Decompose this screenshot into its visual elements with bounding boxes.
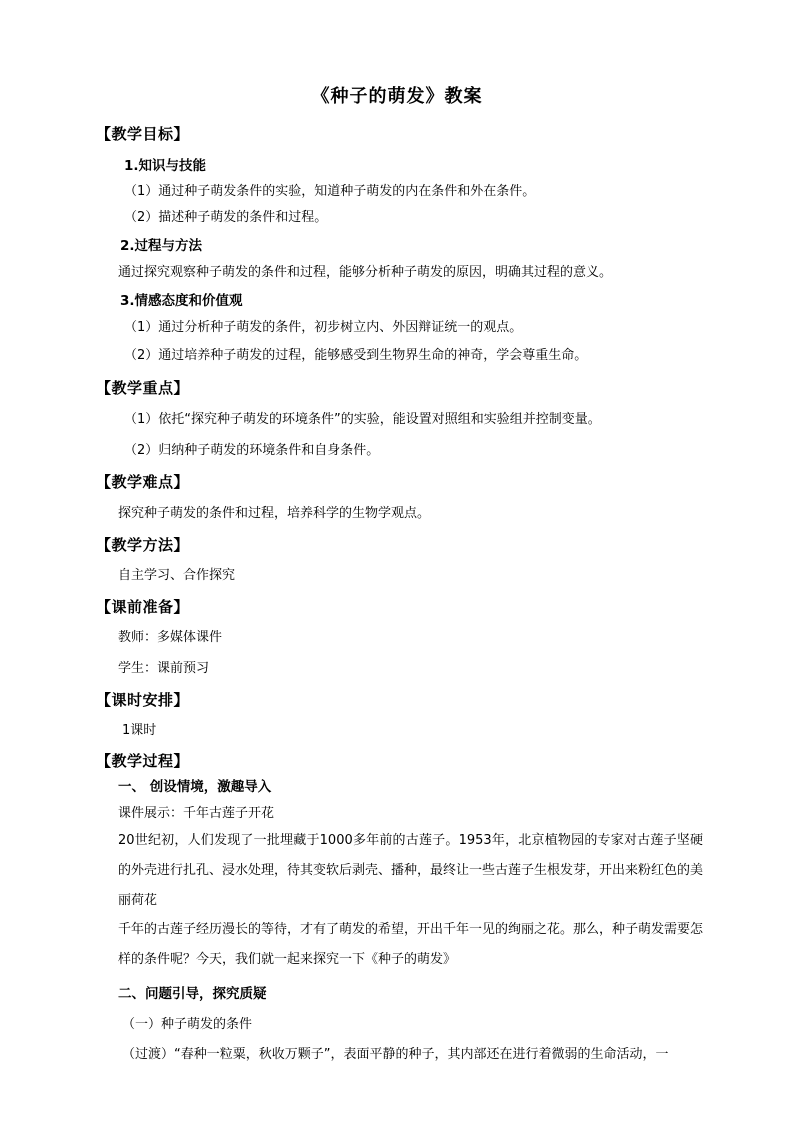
objective-item: （2）通过培养种子萌发的过程，能够感受到生物界生命的神奇，学会尊重生命。: [124, 348, 588, 363]
process-step-1-show: 课件展示：千年古莲子开花: [118, 806, 275, 821]
key-point-item: （2）归纳种子萌发的环境条件和自身条件。: [124, 443, 380, 458]
section-heading-schedule: 【课时安排】: [96, 691, 190, 709]
methods-text: 自主学习、合作探究: [118, 568, 236, 583]
key-point-item: （1）依托“探究种子萌发的环境条件”的实验，能设置对照组和实验组并控制变量。: [124, 412, 601, 427]
section-heading-preparation: 【课前准备】: [96, 598, 190, 616]
objective-item: （1）通过种子萌发条件的实验，知道种子萌发的内在条件和外在条件。: [124, 184, 536, 199]
objective-text: 通过探究观察种子萌发的条件和过程，能够分析种子萌发的原因，明确其过程的意义。: [118, 265, 613, 280]
objective-item: （1）通过分析种子萌发的条件，初步树立内、外因辩证统一的观点。: [124, 320, 523, 335]
preparation-teacher: 教师：多媒体课件: [118, 630, 223, 645]
section-heading-objectives: 【教学目标】: [96, 125, 190, 143]
subheading-process-method: 2.过程与方法: [120, 238, 203, 254]
process-paragraph: 千年的古莲子经历漫长的等待，才有了萌发的希望，开出千年一见的绚丽之花。那么，种子萌发需要怎样的条件呢？今天，我们就一起来探究一下《种子的萌发》: [118, 922, 704, 967]
section-heading-process: 【教学过程】: [96, 752, 190, 770]
objective-item: （2）描述种子萌发的条件和过程。: [124, 210, 328, 225]
section-heading-methods: 【教学方法】: [96, 536, 190, 554]
preparation-student: 学生：课前预习: [118, 661, 210, 676]
subheading-knowledge-skills: 1.知识与技能: [124, 158, 207, 174]
process-step-2-title: 二、问题引导，探究质疑: [118, 986, 267, 1002]
subheading-attitude-values: 3.情感态度和价值观: [120, 293, 243, 309]
process-step-2-subtitle: （一）种子萌发的条件: [122, 1017, 253, 1032]
difficulty-text: 探究种子萌发的条件和过程，培养科学的生物学观点。: [118, 506, 431, 521]
process-step-1-title: 一、 创设情境，激趣导入: [118, 779, 272, 795]
section-heading-difficulties: 【教学难点】: [96, 473, 190, 491]
process-paragraph: （过渡）“春种一粒粟，秋收万颗子”，表面平静的种子，其内部还在进行着微弱的生命活动，一: [122, 1047, 669, 1062]
schedule-text: 1课时: [122, 723, 157, 738]
document-title: 《种子的萌发》教案: [311, 86, 483, 107]
process-paragraph: 20世纪初，人们发现了一批埋藏于1000多年前的古莲子。1953年，北京植物园的专家对古莲子坚硬的外壳进行扎孔、浸水处理，待其变软后剥壳、播种，最终让一些古莲子生根发芽，开出来粉红色的美丽荷花: [118, 833, 704, 908]
section-heading-key-points: 【教学重点】: [96, 379, 190, 397]
